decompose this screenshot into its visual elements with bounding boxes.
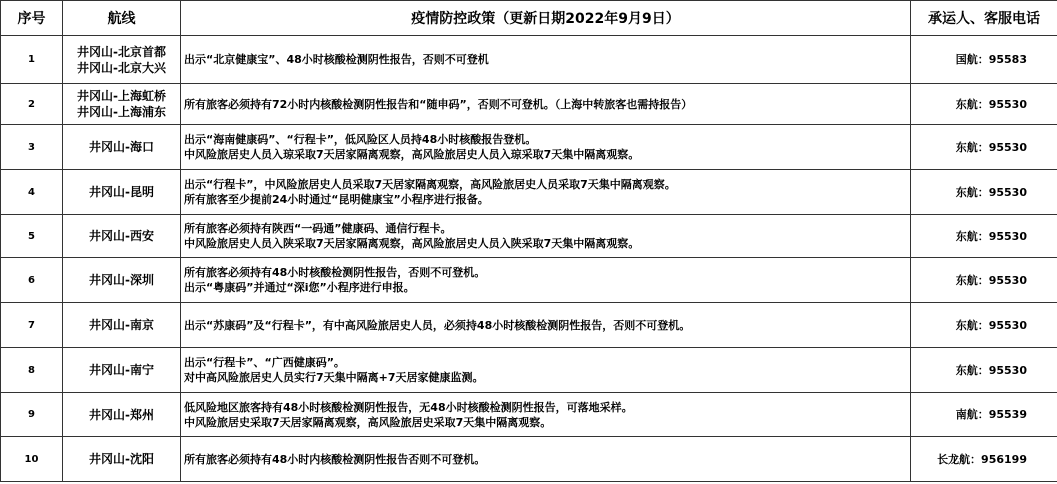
table-row	[1, 125, 1057, 170]
policy-line: 所有旅客至少提前24小时通过“昆明健康宝”小程序进行报备。	[184, 193, 489, 206]
header-policy: 疫情防控政策（更新日期2022年9月9日）	[181, 1, 911, 36]
route-line: 井冈山-海口	[89, 140, 154, 154]
header-no: 序号	[1, 1, 63, 36]
policy-cell	[181, 84, 911, 125]
header-route: 航线	[63, 1, 181, 36]
policy-line: 出示“粤康码”并通过“深i您”小程序进行申报。	[184, 281, 415, 294]
carrier-cell: 东航：95530	[911, 215, 1057, 258]
row-number: 9	[1, 393, 63, 437]
policy-cell	[181, 393, 911, 437]
policy-cell	[181, 125, 911, 170]
header-row	[1, 1, 1057, 36]
route-cell	[63, 393, 181, 437]
table-row	[1, 348, 1057, 393]
route-line: 井冈山-北京大兴	[77, 60, 166, 75]
policy-line: 低风险地区旅客持有48小时核酸检测阴性报告，无48小时核酸检测阴性报告，可落地采样。	[184, 400, 633, 414]
policy-line: 中风险旅居史采取7天居家隔离观察，高风险旅居史采取7天集中隔离观察。	[184, 415, 552, 429]
policy-cell	[181, 170, 911, 215]
policy-line: 出示“海南健康码”、“行程卡”，低风险区人员持48小时核酸报告登机。	[184, 133, 537, 146]
route-cell	[63, 437, 181, 482]
policy-cell	[181, 215, 911, 258]
route-line: 井冈山-上海虹桥	[77, 89, 166, 103]
route-cell	[63, 84, 181, 125]
route-line: 井冈山-北京首都	[77, 44, 166, 59]
route-cell	[63, 215, 181, 258]
row-number: 4	[1, 170, 63, 215]
row-number: 5	[1, 215, 63, 258]
policy-cell	[181, 303, 911, 348]
table-row	[1, 170, 1057, 215]
carrier-cell: 东航：95530	[911, 258, 1057, 303]
route-line: 井冈山-深圳	[89, 273, 154, 287]
policy-line: 所有旅客必须持有72小时内核酸检测阴性报告和“随申码”，否则不可登机。（上海中转旅客也需持报告）	[184, 97, 693, 111]
table-row	[1, 437, 1057, 482]
row-number: 10	[1, 437, 63, 482]
carrier-cell: 东航：95530	[911, 125, 1057, 170]
policy-line: 出示“北京健康宝”、48小时核酸检测阴性报告，否则不可登机	[184, 53, 489, 66]
carrier-cell: 东航：95530	[911, 303, 1057, 348]
policy-line: 中风险旅居史人员入琼采取7天居家隔离观察，高风险旅居史人员入琼采取7天集中隔离观察。	[184, 148, 640, 161]
carrier-cell: 长龙航：956199	[911, 437, 1057, 482]
route-cell	[63, 125, 181, 170]
policy-line: 出示“苏康码”及“行程卡”，有中高风险旅居史人员，必须持48小时核酸检测阴性报告，否则不可登机。	[184, 318, 691, 332]
row-number: 7	[1, 303, 63, 348]
table-row	[1, 36, 1057, 84]
policy-line: 所有旅客必须持有48小时内核酸检测阴性报告否则不可登机。	[184, 452, 486, 466]
policy-line: 中风险旅居史人员入陕采取7天居家隔离观察，高风险旅居史人员入陕采取7天集中隔离观察。	[184, 237, 640, 250]
route-line: 井冈山-郑州	[89, 407, 154, 422]
table-row	[1, 84, 1057, 125]
route-cell	[63, 170, 181, 215]
carrier-cell: 东航：95530	[911, 348, 1057, 393]
route-line: 井冈山-西安	[89, 229, 154, 243]
row-number: 3	[1, 125, 63, 170]
route-line: 井冈山-沈阳	[89, 452, 154, 466]
route-line: 井冈山-南京	[89, 318, 154, 332]
policy-line: 出示“行程卡”，中风险旅居史人员采取7天居家隔离观察，高风险旅居史人员采取7天集中隔离观察。	[184, 178, 676, 191]
policy-line: 所有旅客必须持有48小时核酸检测阴性报告，否则不可登机。	[184, 266, 486, 279]
route-cell	[63, 258, 181, 303]
policy-line: 所有旅客必须持有陕西“一码通”健康码、通信行程卡。	[184, 222, 452, 235]
table-row	[1, 215, 1057, 258]
row-number: 2	[1, 84, 63, 125]
policy-cell	[181, 437, 911, 482]
policy-line: 对中高风险旅居史人员实行7天集中隔离+7天居家健康监测。	[184, 371, 484, 384]
route-cell	[63, 36, 181, 84]
table-row	[1, 258, 1057, 303]
table-row	[1, 393, 1057, 437]
route-cell	[63, 348, 181, 393]
policy-cell	[181, 258, 911, 303]
row-number: 6	[1, 258, 63, 303]
table-body	[1, 36, 1057, 482]
route-cell	[63, 303, 181, 348]
route-line: 井冈山-南宁	[89, 363, 154, 377]
carrier-cell: 南航：95539	[911, 393, 1057, 437]
policy-cell	[181, 348, 911, 393]
route-line: 井冈山-昆明	[89, 185, 154, 199]
carrier-cell: 国航：95583	[911, 36, 1057, 84]
policy-line: 出示“行程卡”、“广西健康码”。	[184, 356, 345, 369]
row-number: 1	[1, 36, 63, 84]
carrier-cell: 东航：95530	[911, 170, 1057, 215]
policy-cell	[181, 36, 911, 84]
table-row	[1, 303, 1057, 348]
row-number: 8	[1, 348, 63, 393]
header-carrier: 承运人、客服电话	[911, 1, 1057, 36]
route-line: 井冈山-上海浦东	[77, 105, 166, 119]
carrier-cell: 东航：95530	[911, 84, 1057, 125]
